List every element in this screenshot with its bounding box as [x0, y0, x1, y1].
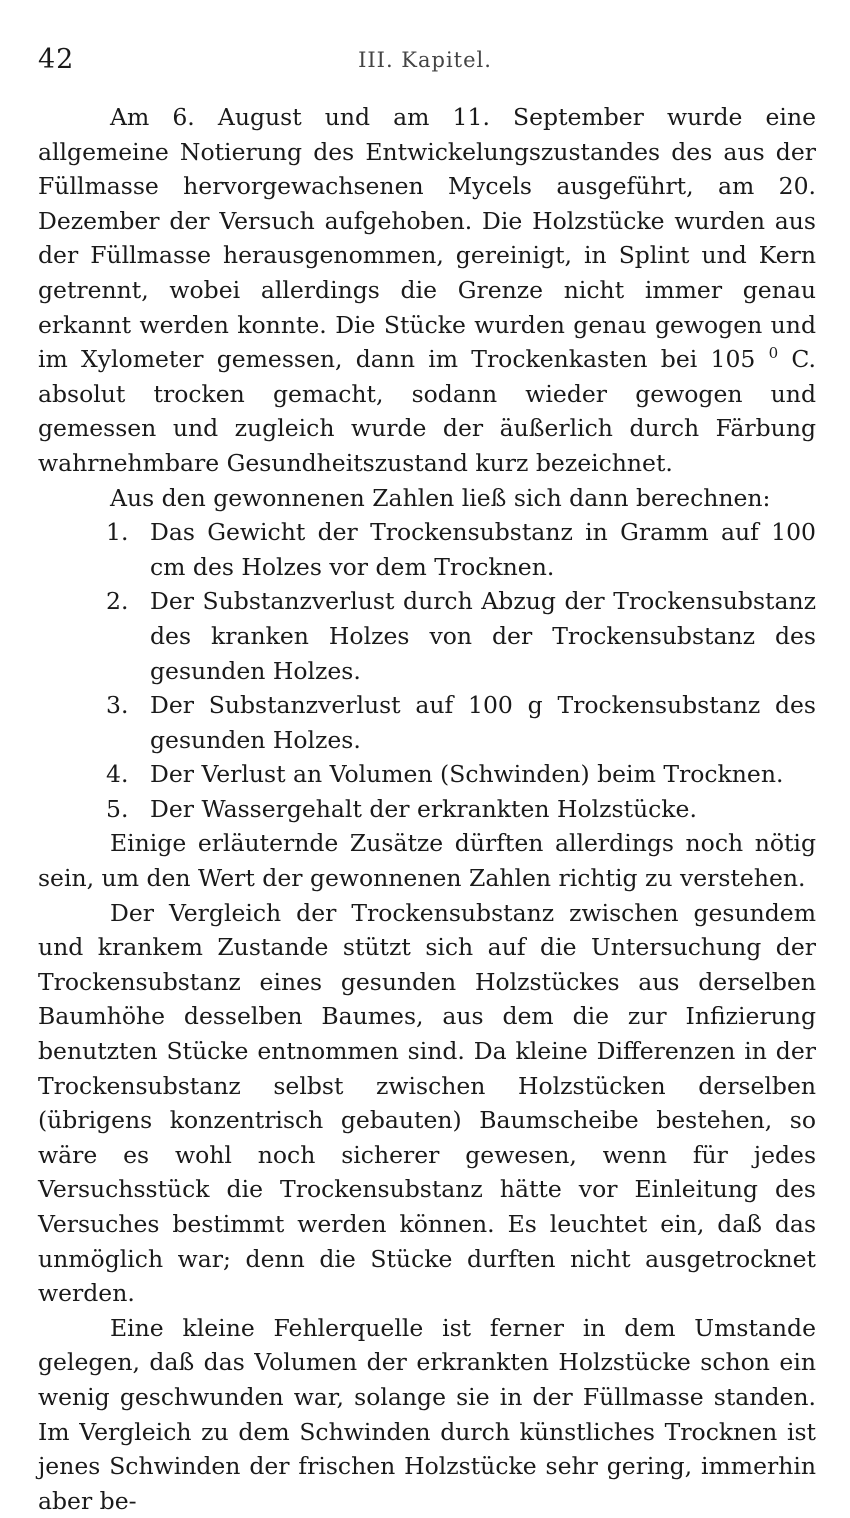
- list-item-number: 1.: [106, 518, 129, 547]
- paragraph-1-text: Am 6. August und am 11. September wurde eine allgemeine Notierung des Entwickelungszustandes des aus der Füllmasse hervorgewachsenen Mycels ausgeführt, am 20. Dezember der Versuch aufgehoben. Die Holzstücke wurden aus der Füllmasse herausgenommen, gereinigt, in Splint und Kern getrennt, wobei allerdings die Grenze nicht immer genau erkannt werden konnte. Die Stücke wurden genau gewogen und im Xylometer gemessen, dann im Trockenkasten bei 105: [38, 103, 816, 374]
- page-header: [38, 40, 812, 80]
- running-head: III. Kapitel.: [358, 48, 492, 72]
- list-item-text: Das Gewicht der Trockensubstanz in Gramm auf 100 cm des Holzes vor dem Trocknen.: [150, 518, 816, 581]
- page-number: 42: [38, 44, 75, 75]
- paragraph-4: Der Vergleich der Trockensubstanz zwischen gesundem und krankem Zustande stützt sich auf die Untersuchung der Trockensubstanz eines gesunden Holzstückes aus derselben Baumhöhe desselben Baumes, aus dem die zur Infizierung benutzten Stücke entnommen sind. Da kleine Differenzen in der Trockensubstanz selbst zwischen Holzstücken derselben (übrigens konzentrisch gebauten) Baumscheibe bestehen, so wäre es wohl noch sicherer gewesen, wenn für jedes Versuchsstück die Trockensubstanz hätte vor Einleitung des Versuches bestimmt werden können. Es leuchtet ein, daß das unmöglich war; denn die Stücke durften nicht ausgetrocknet werden.: [38, 898, 816, 1308]
- list-item-number: 3.: [106, 691, 129, 720]
- paragraph-1-continuation: C. absolut trocken gemacht, sodann wieder gewogen und gemessen und zugleich wurde der äußerlich durch Färbung wahrnehmbare Gesundheitszustand kurz bezeichnet.: [38, 345, 816, 477]
- list-item: [38, 515, 816, 584]
- list-item-text: Der Wassergehalt der erkrankten Holzstücke.: [150, 794, 697, 823]
- list-item: [38, 584, 816, 688]
- degree-superscript: 0: [768, 344, 779, 363]
- paragraph-5: Eine kleine Fehlerquelle ist ferner in dem Umstande gelegen, daß das Volumen der erkrankten Holzstücke schon ein wenig geschwunden war, solange sie in der Füllmasse standen. Im Vergleich zu dem Schwinden durch künstliches Trocknen ist jenes Schwinden der frischen Holzstücke sehr gering, immerhin aber be-: [38, 1313, 816, 1515]
- list-item-text: Der Substanzverlust durch Abzug der Trockensubstanz des kranken Holzes von der Trockensubstanz des gesunden Holzes.: [150, 587, 816, 685]
- list-item-number: 5.: [106, 794, 129, 823]
- paragraph-1: [38, 100, 816, 481]
- calculation-list: [38, 515, 816, 826]
- body-text: [38, 100, 816, 1518]
- list-item: [38, 688, 816, 757]
- list-item-text: Der Substanzverlust auf 100 g Trockensubstanz des gesunden Holzes.: [150, 691, 816, 754]
- list-item-number: 4.: [106, 760, 129, 789]
- list-item-number: 2.: [106, 587, 129, 616]
- list-item-text: Der Verlust an Volumen (Schwinden) beim Trocknen.: [150, 760, 784, 789]
- paragraph-3: Einige erläuternde Zusätze dürften allerdings noch nötig sein, um den Wert der gewonnenen Zahlen richtig zu verstehen.: [38, 829, 816, 893]
- paragraph-2: Aus den gewonnenen Zahlen ließ sich dann berechnen:: [110, 483, 771, 512]
- list-item: [38, 757, 816, 792]
- list-item: [38, 792, 816, 827]
